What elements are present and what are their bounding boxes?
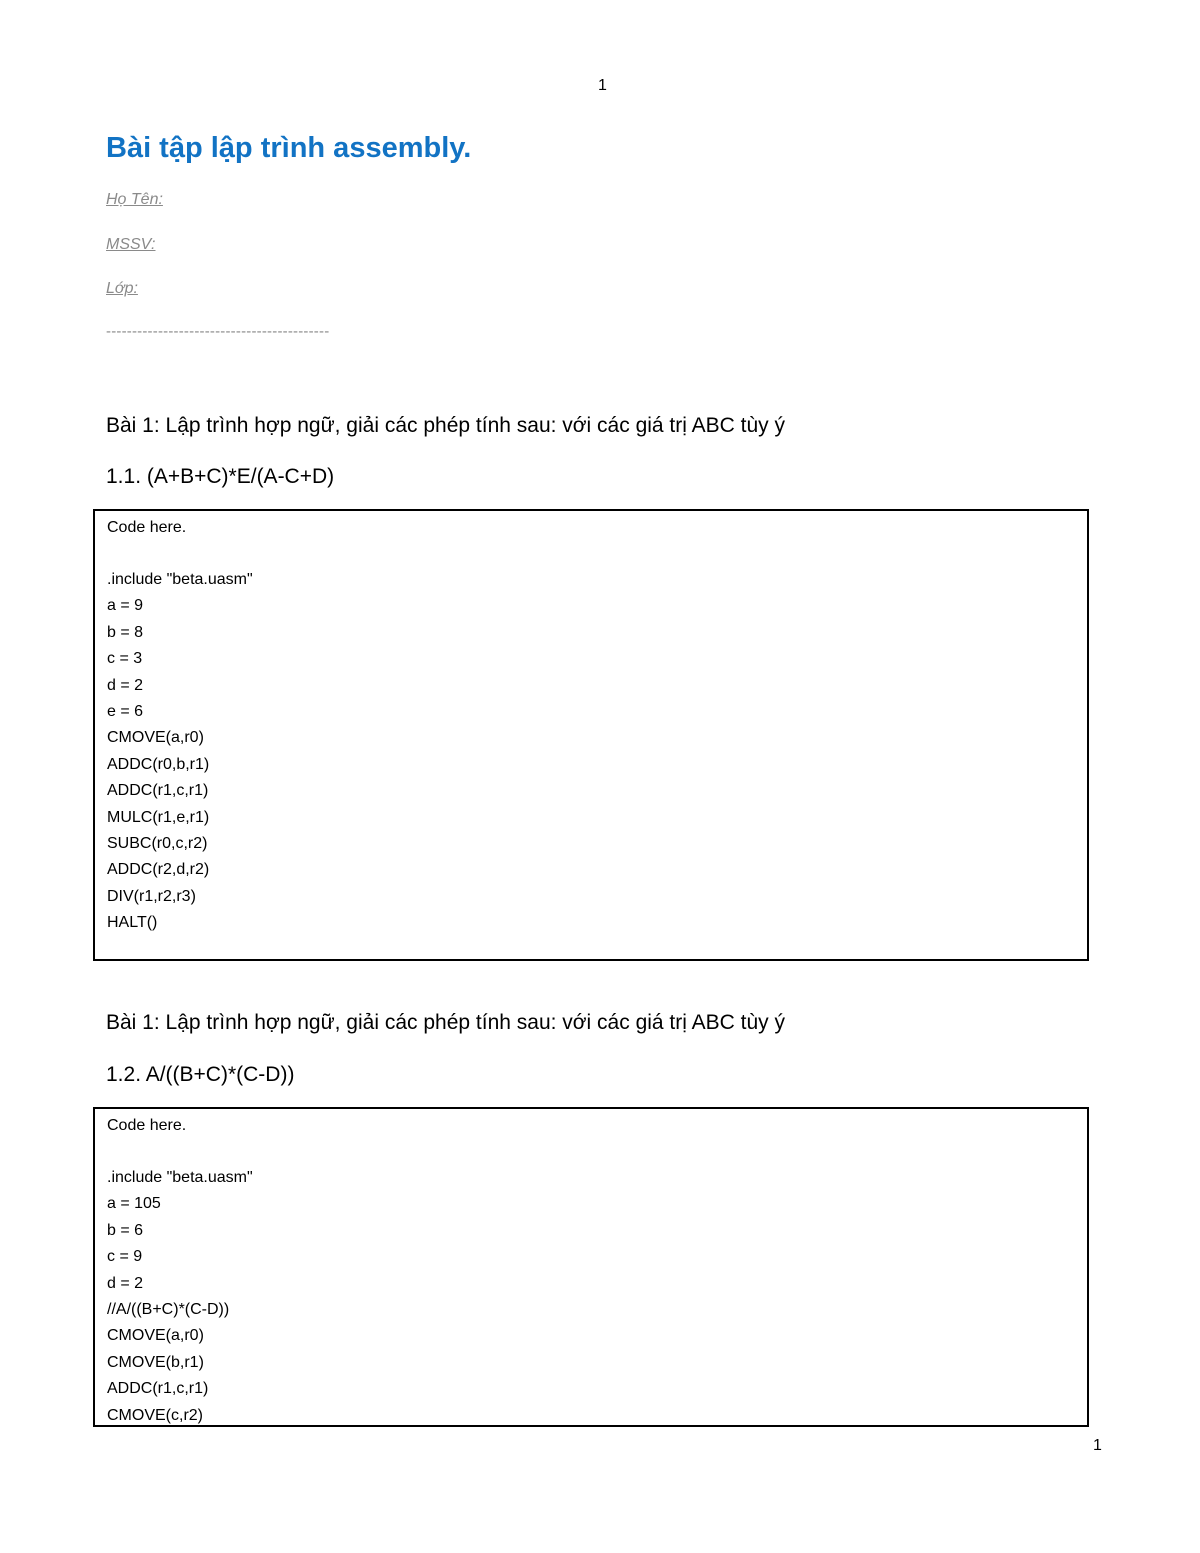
task-1-2-subtask: 1.2. A/((B+C)*(C-D)) xyxy=(106,1063,295,1086)
code-line: DIV(r1,r2,r3) xyxy=(107,887,196,905)
separator-line: ------------------------------------------- xyxy=(106,323,330,340)
code-line: ADDC(r1,c,r1) xyxy=(107,782,209,800)
code-line: c = 3 xyxy=(107,650,143,668)
code-box-heading: Code here. xyxy=(107,1117,187,1134)
code-line: CMOVE(b,r1) xyxy=(107,1353,204,1371)
code-line: SUBC(r0,c,r2) xyxy=(107,834,208,852)
code-line: .include "beta.uasm" xyxy=(107,571,253,588)
code-box-1-1 xyxy=(93,509,1089,961)
code-line: ADDC(r0,b,r1) xyxy=(107,755,210,773)
code-line: a = 9 xyxy=(107,597,144,615)
task-1-1-subtask: 1.1. (A+B+C)*E/(A-C+D) xyxy=(106,465,335,488)
code-box-1-2 xyxy=(93,1107,1089,1427)
code-line: MULC(r1,e,r1) xyxy=(107,808,210,826)
code-line: c = 9 xyxy=(107,1248,143,1266)
code-line: CMOVE(c,r2) xyxy=(107,1406,203,1424)
code-line: d = 2 xyxy=(107,1274,144,1292)
name-field-label: Họ Tên: xyxy=(106,191,163,208)
class-field-label: Lớp: xyxy=(106,280,138,297)
task-2-heading: Bài 1: Lập trình hợp ngữ, giải các phép tính sau: với các giá trị ABC tùy ý xyxy=(106,1011,785,1034)
document-title: Bài tập lập trình assembly. xyxy=(106,132,472,164)
code-box-heading: Code here. xyxy=(107,519,187,536)
code-blank-line xyxy=(107,1139,1075,1165)
code-line: ADDC(r1,c,r1) xyxy=(107,1380,209,1398)
page-number-bottom: 1 xyxy=(1093,1437,1102,1454)
code-line: b = 8 xyxy=(107,623,144,641)
code-line: .include "beta.uasm" xyxy=(107,1169,253,1186)
code-blank-line xyxy=(107,541,1075,567)
code-line: e = 6 xyxy=(107,702,144,720)
task-1-heading: Bài 1: Lập trình hợp ngữ, giải các phép tính sau: với các giá trị ABC tùy ý xyxy=(106,414,785,437)
code-line: CMOVE(a,r0) xyxy=(107,1327,204,1345)
code-line: CMOVE(a,r0) xyxy=(107,729,204,747)
page-number-top: 1 xyxy=(598,77,607,94)
code-line: b = 6 xyxy=(107,1221,144,1239)
code-line: //A/((B+C)*(C-D)) xyxy=(107,1300,230,1318)
student-id-field-label: MSSV: xyxy=(106,236,156,253)
code-line: HALT() xyxy=(107,914,158,932)
code-line: a = 105 xyxy=(107,1195,161,1213)
code-line: ADDC(r2,d,r2) xyxy=(107,861,210,879)
code-line: d = 2 xyxy=(107,676,144,694)
